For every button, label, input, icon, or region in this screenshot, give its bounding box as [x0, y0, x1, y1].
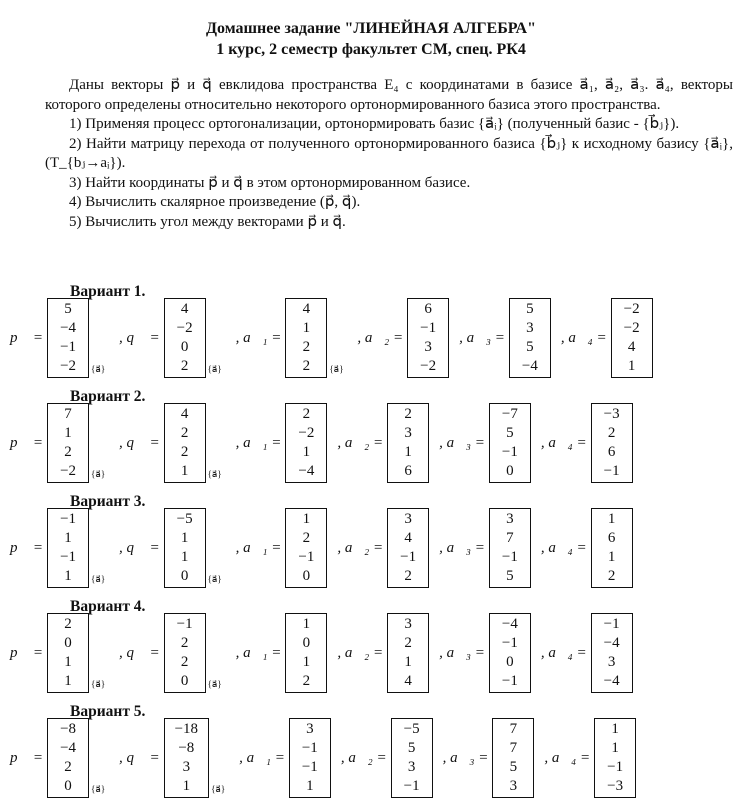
vector-component: 2: [302, 530, 311, 546]
vector-component: 5: [407, 740, 416, 756]
vector-name: , a⃗₁ =: [235, 644, 282, 661]
vector-component: −2: [420, 358, 437, 374]
vector-component: 3: [404, 425, 412, 441]
vector-row: [10, 717, 642, 799]
basis-subscript: {a⃗}: [211, 784, 226, 794]
vector-component: 0: [64, 635, 72, 651]
vector-component: 3: [607, 654, 616, 670]
vector-component: 3: [306, 721, 314, 737]
vector-component: 4: [180, 301, 189, 317]
vector-component: 0: [64, 778, 72, 794]
vector-component: 4: [404, 530, 412, 546]
vector-name: p⃗ =: [10, 329, 44, 346]
variant-label: Вариант 4.: [70, 598, 146, 615]
vector-name: , a⃗₁ =: [235, 539, 282, 556]
variant-2: [10, 388, 740, 488]
vector-component: 1: [302, 320, 311, 336]
vector-component: 6: [607, 530, 616, 546]
vector-component: −4: [60, 320, 77, 336]
task-3: 3) Найти координаты p⃗ и q⃗ в этом ортонормированном базисе.: [69, 174, 471, 191]
column-vector: [387, 613, 429, 693]
vector-component: −1: [501, 444, 518, 460]
vector-name: , a⃗₄ =: [560, 329, 607, 346]
vector-component: −5: [403, 721, 420, 737]
vector-component: 5: [526, 301, 534, 317]
vector-component: −1: [400, 549, 417, 565]
task-1: 1) Применяя процесс ортогонализации, ортонормировать базис {a⃗ᵢ} (полученный базис - {b⃗ⱼ}).: [69, 116, 680, 132]
vector-component: 3: [506, 511, 514, 527]
column-vector: [285, 298, 327, 378]
column-vector: [47, 613, 89, 693]
variant-label: Вариант 1.: [70, 283, 146, 300]
column-vector: [611, 298, 653, 378]
vector-component: 2: [404, 406, 412, 422]
vector-component: −3: [603, 406, 620, 422]
vector-component: 0: [506, 654, 514, 670]
vector-component: 7: [64, 406, 72, 422]
vector-component: −2: [623, 320, 640, 336]
vector-component: 0: [302, 568, 311, 584]
vector-name: , a⃗₂ =: [337, 434, 384, 451]
vector-component: 2: [180, 358, 189, 374]
vector-component: 1: [607, 511, 616, 527]
vector-component: −18: [174, 721, 199, 737]
vector-component: −8: [60, 721, 77, 737]
column-vector: [492, 718, 534, 798]
column-vector: [591, 613, 633, 693]
vector-component: 2: [180, 425, 189, 441]
vector-component: −1: [501, 635, 518, 651]
vector-component: 2: [64, 444, 72, 460]
vector-component: −7: [501, 406, 518, 422]
vector-name: , q⃗ =: [119, 644, 160, 661]
vector-component: 2: [404, 635, 412, 651]
vector-component: 5: [64, 301, 72, 317]
vector-component: −1: [603, 463, 620, 479]
vector-name: , q⃗ =: [119, 539, 160, 556]
vector-component: 1: [611, 721, 619, 737]
variant-label: Вариант 3.: [70, 493, 146, 510]
vector-row: [10, 612, 639, 694]
vector-component: 2: [302, 339, 311, 355]
vector-component: −1: [301, 759, 318, 775]
vector-component: 1: [302, 616, 311, 632]
column-vector: [47, 298, 89, 378]
column-vector: [591, 508, 633, 588]
vector-component: −1: [60, 511, 77, 527]
vector-name: , a⃗₄ =: [540, 434, 587, 451]
column-vector: [164, 508, 206, 588]
vector-component: −3: [607, 778, 624, 794]
vector-name: , a⃗₂ =: [337, 539, 384, 556]
vector-component: −8: [178, 740, 195, 756]
variant-4: [10, 598, 740, 698]
vector-component: −1: [501, 549, 518, 565]
column-vector: [489, 403, 531, 483]
vector-component: 4: [627, 339, 636, 355]
vector-component: −2: [176, 320, 193, 336]
column-vector: [391, 718, 433, 798]
vector-component: −1: [298, 549, 315, 565]
vector-component: 1: [64, 425, 72, 441]
vector-name: p⃗ =: [10, 434, 44, 451]
variant-1: [10, 283, 740, 383]
column-vector: [47, 718, 89, 798]
vector-component: 4: [404, 673, 412, 689]
vector-name: , a⃗₄ =: [544, 749, 591, 766]
vector-component: 5: [509, 759, 518, 775]
variant-label: Вариант 2.: [70, 388, 146, 405]
vector-name: , a⃗₂ =: [337, 644, 384, 661]
vector-component: 3: [404, 511, 412, 527]
variant-5: [10, 703, 740, 803]
vector-component: 2: [302, 406, 311, 422]
vector-component: 2: [180, 444, 189, 460]
column-vector: [164, 613, 206, 693]
vector-component: 5: [506, 425, 514, 441]
vector-name: , a⃗₃ =: [439, 539, 485, 556]
vector-component: 1: [64, 654, 72, 670]
vector-component: 3: [182, 759, 191, 775]
column-vector: [489, 613, 531, 693]
document-subtitle: 1 курс, 2 семестр факультет СМ, спец. РК4: [216, 41, 526, 58]
problem-statement: [45, 76, 733, 232]
vector-name: p⃗ =: [10, 749, 44, 766]
vector-component: −2: [298, 425, 315, 441]
column-vector: [407, 298, 449, 378]
vector-component: 1: [611, 740, 619, 756]
basis-subscript: {a⃗}: [91, 364, 106, 374]
vector-component: 3: [509, 778, 518, 794]
vector-component: −2: [60, 463, 77, 479]
vector-component: 0: [180, 673, 189, 689]
variant-3: [10, 493, 740, 593]
task-2: 2) Найти матрицу перехода от полученного ортонормированного базиса {b⃗ⱼ} к исходному базису {a⃗ᵢ}, (T_{bⱼ→aᵢ}).: [45, 135, 733, 171]
vector-component: 1: [404, 654, 412, 670]
vector-component: 3: [424, 339, 432, 355]
column-vector: [387, 508, 429, 588]
task-4: 4) Вычислить скалярное произведение (p⃗, q⃗).: [69, 194, 361, 210]
vector-component: −1: [420, 320, 437, 336]
vector-component: 3: [404, 616, 412, 632]
column-vector: [594, 718, 636, 798]
vector-component: −4: [298, 463, 315, 479]
vector-component: 3: [407, 759, 416, 775]
vector-name: , a⃗₄ =: [540, 539, 587, 556]
column-vector: [47, 508, 89, 588]
vector-component: 1: [64, 530, 72, 546]
vector-component: 2: [180, 635, 189, 651]
vector-component: 1: [64, 568, 72, 584]
vector-component: 2: [607, 568, 616, 584]
vector-component: −1: [403, 778, 420, 794]
column-vector: [47, 403, 89, 483]
vector-component: 1: [627, 358, 636, 374]
vector-component: 6: [424, 301, 432, 317]
vector-component: 0: [506, 463, 514, 479]
vector-row: [10, 297, 659, 379]
vector-component: −2: [60, 358, 77, 374]
intro-text: Даны векторы p⃗ и q⃗ евклидова пространства E₄ с координатами в базисе a⃗₁, a⃗₂, a⃗₃. a⃗₄, векторы которого определены относительно некоторого ортонормированного базиса этого пространства.: [45, 77, 733, 113]
vector-component: 2: [302, 673, 311, 689]
column-vector: [591, 403, 633, 483]
vector-component: −1: [176, 616, 193, 632]
vector-component: −1: [60, 339, 77, 355]
column-vector: [289, 718, 331, 798]
vector-name: , a⃗₃ =: [439, 434, 485, 451]
vector-component: 1: [180, 549, 189, 565]
vector-component: −2: [623, 301, 640, 317]
column-vector: [164, 298, 206, 378]
vector-name: , q⃗ =: [119, 434, 160, 451]
basis-subscript: {a⃗}: [207, 364, 222, 374]
vector-name: , q⃗ =: [119, 749, 160, 766]
basis-subscript: {a⃗}: [207, 679, 222, 689]
variant-label: Вариант 5.: [70, 703, 146, 720]
column-vector: [509, 298, 551, 378]
column-vector: [489, 508, 531, 588]
vector-component: 2: [607, 425, 616, 441]
vector-name: , a⃗₄ =: [540, 644, 587, 661]
vector-component: 0: [180, 568, 189, 584]
vector-name: , a⃗₂ =: [340, 749, 387, 766]
column-vector: [164, 718, 209, 798]
vector-component: 5: [526, 339, 534, 355]
vector-component: −1: [501, 673, 518, 689]
vector-component: 1: [180, 530, 189, 546]
vector-component: 2: [64, 616, 72, 632]
basis-subscript: {a⃗}: [91, 679, 106, 689]
vector-component: 2: [64, 759, 72, 775]
vector-component: −4: [603, 635, 620, 651]
vector-component: 5: [506, 568, 514, 584]
vector-name: , a⃗₁ =: [239, 749, 285, 766]
basis-subscript: {a⃗}: [207, 574, 222, 584]
vector-component: 0: [180, 339, 189, 355]
basis-subscript: {a⃗}: [91, 469, 106, 479]
vector-component: 4: [302, 301, 311, 317]
basis-subscript: {a⃗}: [91, 574, 106, 584]
vector-component: −5: [176, 511, 193, 527]
column-vector: [285, 508, 327, 588]
vector-component: −4: [501, 616, 518, 632]
vector-component: 2: [180, 654, 189, 670]
column-vector: [387, 403, 429, 483]
vector-component: 7: [509, 740, 518, 756]
task-5: 5) Вычислить угол между векторами p⃗ и q⃗.: [69, 213, 346, 230]
vector-component: −1: [60, 549, 77, 565]
vector-name: , q⃗ =: [119, 329, 160, 346]
vector-component: −4: [60, 740, 77, 756]
vector-name: , a⃗₂ =: [357, 329, 404, 346]
vector-component: 7: [506, 530, 514, 546]
vector-name: , a⃗₃ =: [459, 329, 505, 346]
vector-name: , a⃗₃ =: [442, 749, 489, 766]
vector-component: −4: [521, 358, 538, 374]
vector-component: 1: [404, 444, 412, 460]
vector-component: −1: [607, 759, 624, 775]
vector-name: p⃗ =: [10, 644, 44, 661]
vector-component: 1: [302, 511, 311, 527]
column-vector: [285, 613, 327, 693]
vector-component: −1: [301, 740, 318, 756]
vector-component: 1: [302, 654, 311, 670]
vector-component: 1: [182, 778, 191, 794]
vector-name: , a⃗₁ =: [235, 329, 282, 346]
vector-component: 1: [607, 549, 616, 565]
vector-name: , a⃗₁ =: [235, 434, 282, 451]
vector-component: 1: [180, 463, 189, 479]
column-vector: [285, 403, 327, 483]
basis-subscript: {a⃗}: [207, 469, 222, 479]
vector-component: 3: [526, 320, 534, 336]
vector-component: 1: [306, 778, 314, 794]
vector-component: 6: [607, 444, 616, 460]
vector-component: 4: [180, 406, 189, 422]
basis-subscript: {a⃗}: [91, 784, 106, 794]
vector-component: 7: [509, 721, 518, 737]
column-vector: [164, 403, 206, 483]
vector-component: 0: [302, 635, 311, 651]
vector-component: −4: [603, 673, 620, 689]
vector-component: −1: [603, 616, 620, 632]
vector-row: [10, 507, 639, 589]
basis-subscript: {a⃗}: [329, 364, 344, 374]
vector-row: [10, 402, 639, 484]
vector-component: 2: [302, 358, 311, 374]
document-title: Домашнее задание "ЛИНЕЙНАЯ АЛГЕБРА": [206, 20, 536, 37]
vector-component: 2: [404, 568, 412, 584]
vector-name: p⃗ =: [10, 539, 44, 556]
vector-name: , a⃗₃ =: [439, 644, 485, 661]
vector-component: 1: [64, 673, 72, 689]
vector-component: 6: [404, 463, 412, 479]
vector-component: 1: [302, 444, 311, 460]
